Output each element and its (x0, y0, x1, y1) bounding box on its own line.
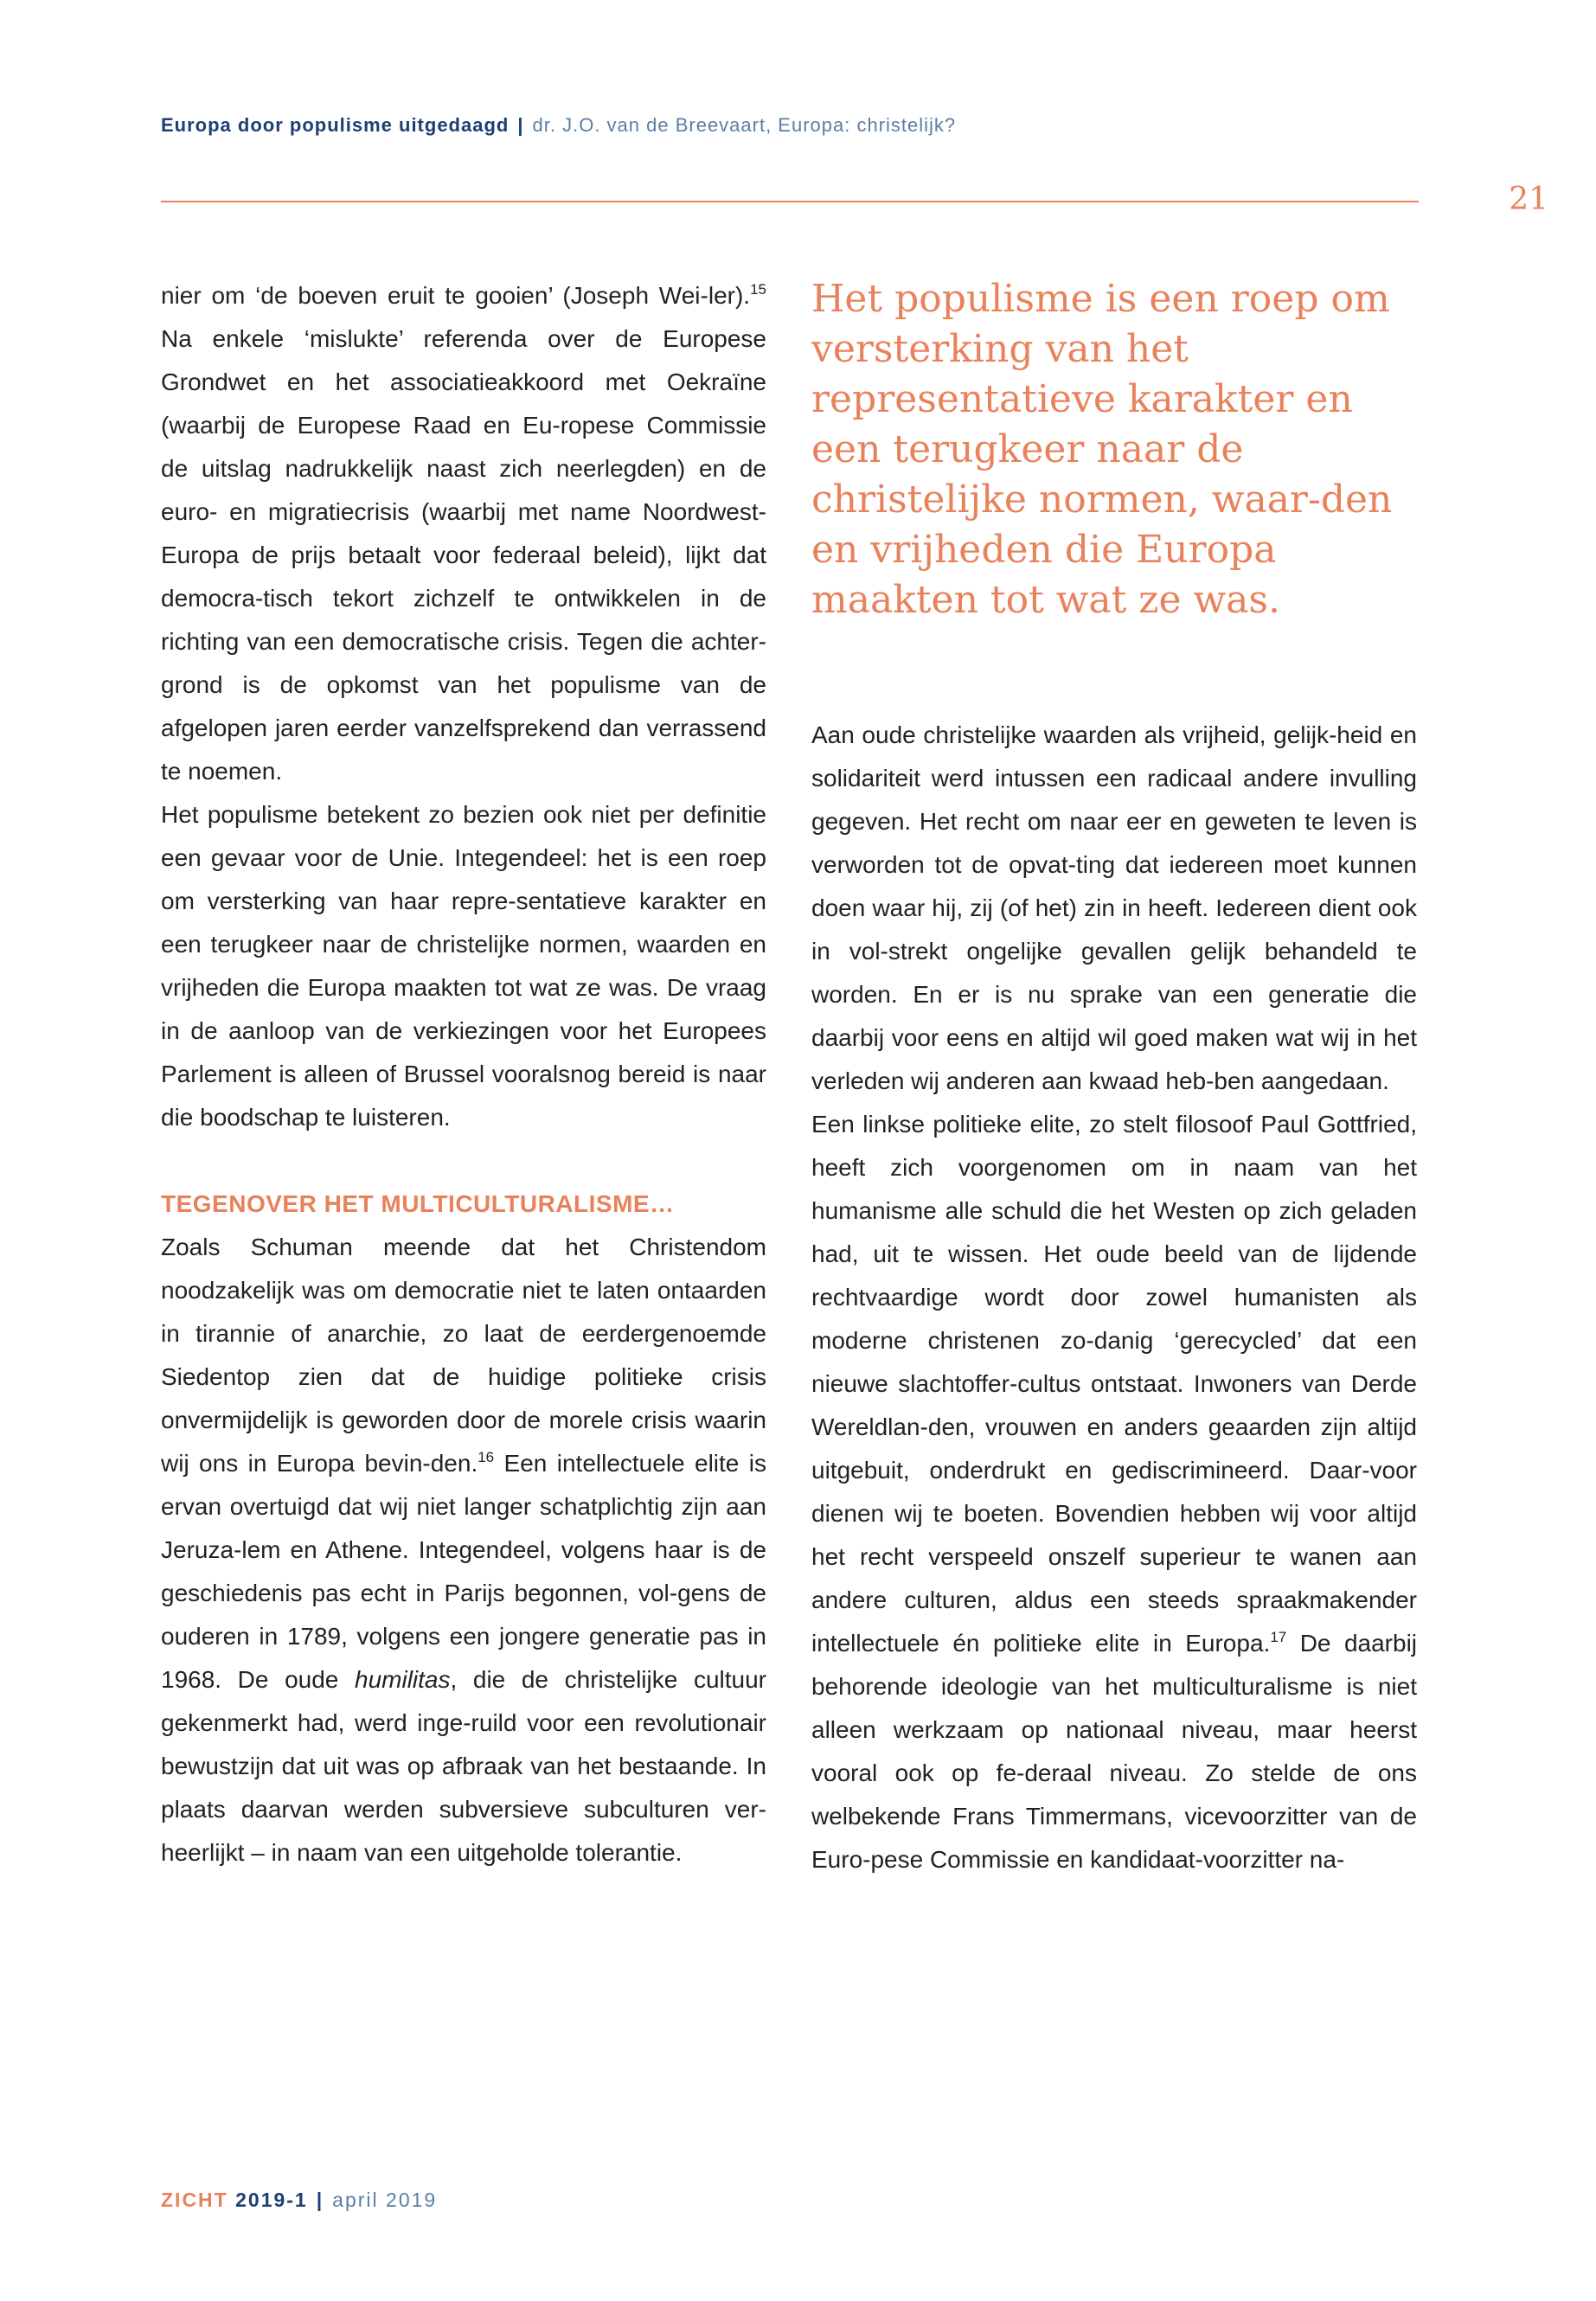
footnote-marker: 17 (1270, 1629, 1287, 1645)
footer-date: april 2019 (332, 2189, 438, 2211)
pull-quote: Het populisme is een roep om versterking van het representatieve karakter en een terugkeer naar de christelijke normen, waar-den en vrijheden die Europa maakten tot wat ze was. (811, 277, 1393, 622)
paragraph: Aan oude christelijke waarden als vrijheid, gelijk-heid en solidariteit werd intussen een radicaal andere invulling gegeven. Het recht om naar eer en geweten te leven is verworden tot de opvat-ting dat iedereen moet kunnen doen waar hij, zij (of het) zin in heeft. Iedereen dient ook in vol-strekt ongelijke gevallen gelijk behandeld te worden. En er is nu sprake van een generatie die daarbij voor eens en altijd wil goed maken wat wij in het verleden wij anderen aan kwaad heb-ben aangedaan. (811, 721, 1417, 1094)
left-column (161, 274, 766, 1875)
footnote-marker: 15 (750, 281, 766, 298)
footer-brand: ZICHT (161, 2189, 228, 2211)
article-reference: dr. J.O. van de Breevaart, Europa: christelijk? (532, 114, 957, 136)
right-column (811, 274, 1417, 1881)
magazine-title: Europa door populisme uitgedaagd (161, 114, 510, 136)
page-footer (161, 2189, 437, 2212)
footer-separator: | (316, 2189, 324, 2211)
paragraph: Het populisme betekent zo bezien ook niet per definitie een gevaar voor de Unie. Integendeel: het is een roep om versterking van haar repre-sentatieve karakter en een terugkeer naar de christelijke normen, waarden en vrijheden die Europa maakten tot wat ze was. De vraag in de aanloop van de verkiezingen voor het Europees Parlement is alleen of Brussel vooralsnog bereid is naar die boodschap te luisteren. (161, 801, 766, 1131)
paragraph: nier om ‘de boeven eruit te gooien’ (Joseph Wei-ler).$^{15}$ Na enkele ‘mislukte’ referenda over de Europese Grondwet en het associatieakkoord met Oekraïne (waarbij de Europese Raad en Eu-ropese Commissie de uitslag nadrukkelijk naast zich neerlegden) en de euro- en migratiecrisis (waarbij met name Noordwest-Europa de prijs betaalt voor federaal beleid), lijkt dat democra-tisch tekort zichzelf te ontwikkelen in de richting van een democratische crisis. Tegen die achter-grond is de opkomst van het populisme van de afgelopen jaren eerder vanzelfsprekend dan verrassend te noemen. (161, 281, 766, 785)
italic-term: humilitas (355, 1666, 451, 1693)
running-header (161, 114, 1415, 137)
paragraph: Zoals Schuman meende dat het Christendom noodzakelijk was om democratie niet te laten ontaarden in tirannie of anarchie, zo laat de eerdergenoemde Siedentop zien dat de huidige politieke crisis onvermijdelijk is geworden door de morele crisis waarin wij ons in Europa bevin-den.$^{16}$ Een intellectuele elite is ervan overtuigd dat wij niet langer schatplichtig zijn aan Jeruza-lem en Athene. Integendeel, volgens haar is de geschiedenis pas echt in Parijs begonnen, vol-gens de ouderen in 1789, volgens een jongere generatie pas in 1968. De oude humilitas, die de christelijke cultuur gekenmerkt had, werd inge-ruild voor een revolutionair bewustzijn dat uit was op afbraak van het bestaande. In plaats daarvan werden subversieve subculturen ver-heerlijkt – in naam van een uitgeholde tolerantie. (161, 1234, 766, 1866)
header-separator: | (517, 114, 524, 136)
footnote-marker: 16 (478, 1449, 495, 1465)
page-number: 21 (1509, 182, 1548, 217)
paragraph: Een linkse politieke elite, zo stelt filosoof Paul Gottfried, heeft zich voorgenomen om in naam van het humanisme alle schuld die het Westen op zich geladen had, uit te wissen. Het oude beeld van de lijdende rechtvaardige wordt door zowel humanisten als moderne christenen zo-danig ‘gerecycled’ dat een nieuwe slachtoffer-cultus ontstaat. Inwoners van Derde Wereldlan-den, vrouwen en anders geaarden zijn altijd uitgebuit, onderdrukt en gediscrimineerd. Daar-voor dienen wij te boeten. Bovendien hebben wij voor altijd het recht verspeeld onszelf superieur te wanen aan andere culturen, aldus een steeds spraakmakender intellectuele én politieke elite in Europa.$^{17}$ De daarbij behorende ideologie van het multiculturalisme is niet alleen werkzaam op nationaal niveau, maar heerst vooral ook op fe-deraal niveau. Zo stelde de ons welbekende Frans Timmermans, vicevoorzitter van de Euro-pese Commissie en kandidaat-voorzitter na- (811, 1111, 1418, 1873)
footer-issue: 2019-1 (235, 2189, 308, 2211)
header-divider (161, 201, 1419, 202)
section-heading: TEGENOVER HET MULTICULTURALISME… (161, 1190, 675, 1217)
